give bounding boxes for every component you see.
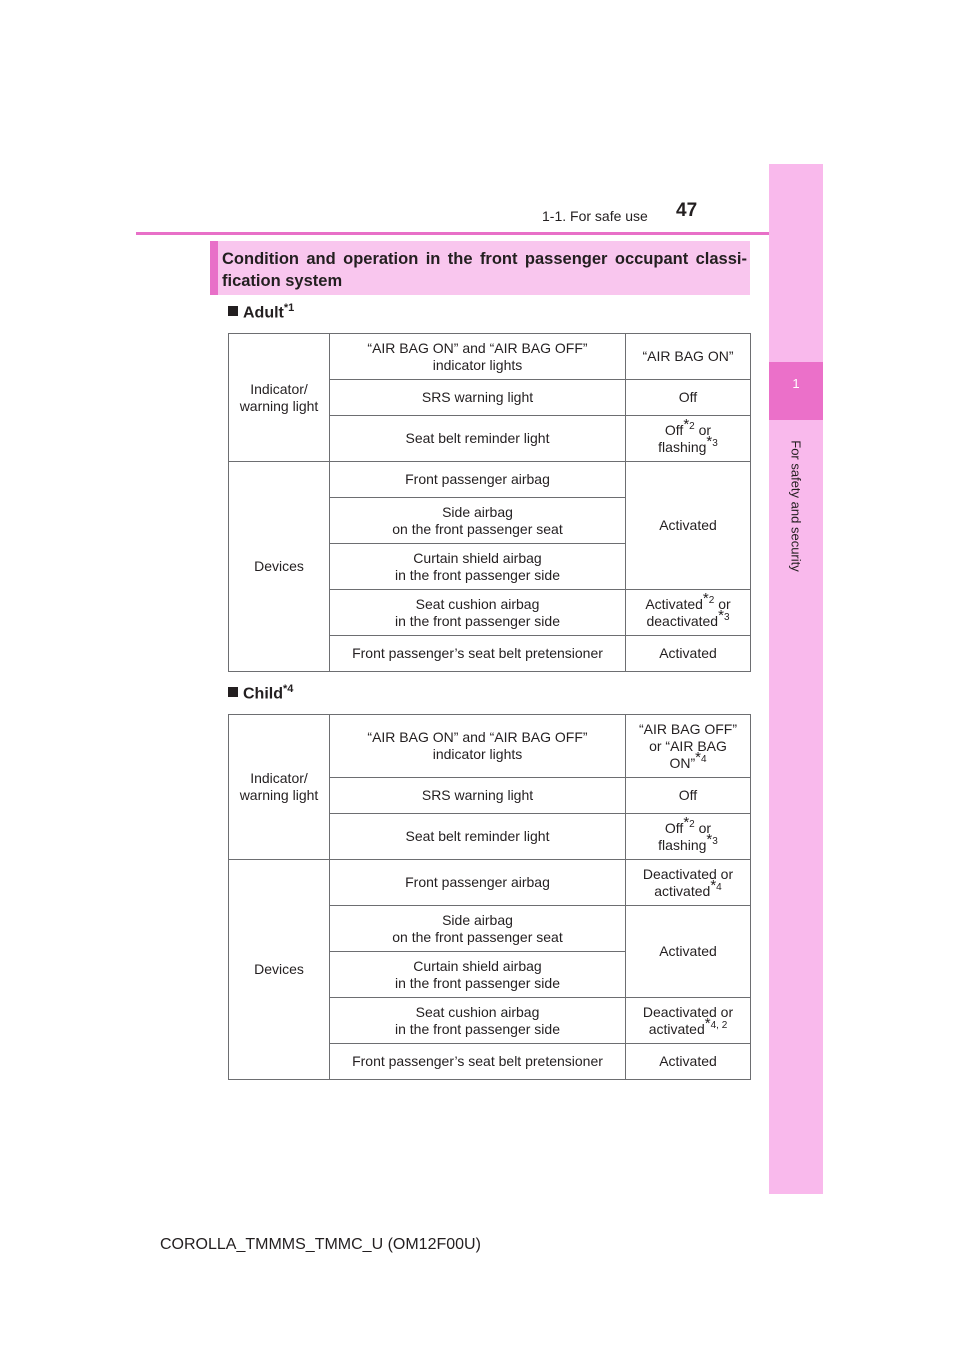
airbag-group-value: Activated [626,906,751,998]
srs-light-label: SRS warning light [330,778,626,814]
front-airbag-label: Front passenger airbag [330,462,626,498]
header-rule [136,232,823,235]
child-title: Child [243,685,283,703]
adult-title: Adult [243,304,284,322]
srs-light-value: Off [626,380,751,416]
child-table [228,714,751,1080]
airbag-lights-value: “AIR BAG ON” [626,334,751,380]
chapter-number: 1 [792,376,800,391]
srs-light-value: Off [626,778,751,814]
chapter-tab [769,362,823,420]
adult-table [228,333,751,672]
pretensioner-value: Activated [626,636,751,672]
airbag-lights-label: “AIR BAG ON” and “AIR BAG OFF” indicator lights [330,715,626,778]
belt-light-label: Seat belt reminder light [330,416,626,462]
table-row [229,715,751,778]
devices-label: Devices [229,462,330,672]
child-subhead [228,683,293,703]
airbag-lights-label: “AIR BAG ON” and “AIR BAG OFF” indicator lights [330,334,626,380]
front-airbag-value: Deactivated or activated$^{*4}$ [626,860,751,906]
table-row [229,462,751,498]
devices-label: Devices [229,860,330,1080]
child-title-note: *4 [283,683,294,695]
pretensioner-label: Front passenger’s seat belt pretensioner [330,636,626,672]
airbag-group-value: Activated [626,462,751,590]
belt-light-label: Seat belt reminder light [330,814,626,860]
side-airbag-label: Side airbag on the front passenger seat [330,498,626,544]
airbag-lights-value: “AIR BAG OFF” or “AIR BAG ON”$^{*4}$ [626,715,751,778]
document-footer: COROLLA_TMMMS_TMMC_U (OM12F00U) [160,1236,481,1253]
srs-light-label: SRS warning light [330,380,626,416]
cushion-airbag-value: Activated$^{*2}$ or deactivated$^{*3}$ [626,590,751,636]
indicator-label: Indicator/ warning light [229,715,330,860]
curtain-airbag-label: Curtain shield airbag in the front passenger side [330,544,626,590]
chapter-label: For safety and security [788,440,804,572]
front-airbag-label: Front passenger airbag [330,860,626,906]
pretensioner-label: Front passenger’s seat belt pretensioner [330,1044,626,1080]
adult-subhead [228,302,294,322]
table-row [229,334,751,380]
adult-title-note: *1 [283,302,295,314]
bullet-icon [228,306,238,316]
curtain-airbag-label: Curtain shield airbag in the front passenger side [330,952,626,998]
side-strip [769,164,823,1194]
page-number: 47 [676,200,698,221]
belt-light-value: Off$^{*2}$ or flashing$^{*3}$ [626,416,751,462]
section-heading: Condition and operation in the front passenger occupant classi-fication system [222,250,747,290]
section-title: 1-1. For safe use [542,208,648,224]
pretensioner-value: Activated [626,1044,751,1080]
belt-light-value: Off$^{*2}$ or flashing$^{*3}$ [626,814,751,860]
side-airbag-label: Side airbag on the front passenger seat [330,906,626,952]
cushion-airbag-label: Seat cushion airbag in the front passenger side [330,590,626,636]
table-row [229,860,751,906]
bullet-icon [228,687,238,697]
indicator-label: Indicator/ warning light [229,334,330,462]
cushion-airbag-value: Deactivated or activated$^{*4, 2}$ [626,998,751,1044]
cushion-airbag-label: Seat cushion airbag in the front passenger side [330,998,626,1044]
